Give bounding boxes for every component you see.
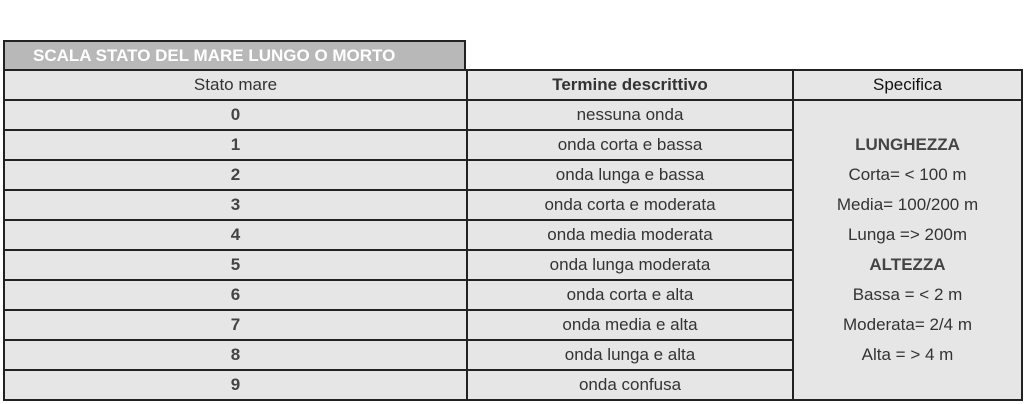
spec-low: Bassa = < 2 m <box>852 285 963 304</box>
spec-moderate: Moderata= 2/4 m <box>843 315 972 334</box>
header-termine-descrittivo: Termine descrittivo <box>467 70 793 100</box>
table-row <box>4 100 1022 130</box>
state-cell: 2 <box>4 160 467 190</box>
term-cell: onda confusa <box>467 370 793 400</box>
spec-medium: Media= 100/200 m <box>836 195 979 214</box>
state-cell: 6 <box>4 280 467 310</box>
header-stato-mare: Stato mare <box>4 70 467 100</box>
state-cell: 3 <box>4 190 467 220</box>
state-cell: 7 <box>4 310 467 340</box>
spec-short: Corta= < 100 m <box>848 165 967 184</box>
term-cell: onda media moderata <box>467 220 793 250</box>
header-specifica: Specifica <box>793 70 1022 100</box>
term-cell: nessuna onda <box>467 100 793 130</box>
sea-state-table <box>3 69 1023 401</box>
spec-long: Lunga => 200m <box>847 225 968 244</box>
state-cell: 9 <box>4 370 467 400</box>
term-cell: onda media e alta <box>467 310 793 340</box>
term-cell: onda corta e bassa <box>467 130 793 160</box>
state-cell: 5 <box>4 250 467 280</box>
spec-length-heading: LUNGHEZZA <box>855 135 960 154</box>
state-cell: 0 <box>4 100 467 130</box>
spec-height-heading: ALTEZZA <box>869 255 946 274</box>
term-cell: onda corta e moderata <box>467 190 793 220</box>
header-row <box>4 70 1022 100</box>
term-cell: onda corta e alta <box>467 280 793 310</box>
state-cell: 1 <box>4 130 467 160</box>
state-cell: 8 <box>4 340 467 370</box>
table-title-box <box>3 40 466 69</box>
term-cell: onda lunga e bassa <box>467 160 793 190</box>
term-cell: onda lunga moderata <box>467 250 793 280</box>
term-cell: onda lunga e alta <box>467 340 793 370</box>
spec-high: Alta = > 4 m <box>861 345 954 364</box>
specifica-cell <box>793 100 1022 400</box>
table-title: SCALA STATO DEL MARE LUNGO O MORTO <box>33 46 396 65</box>
state-cell: 4 <box>4 220 467 250</box>
